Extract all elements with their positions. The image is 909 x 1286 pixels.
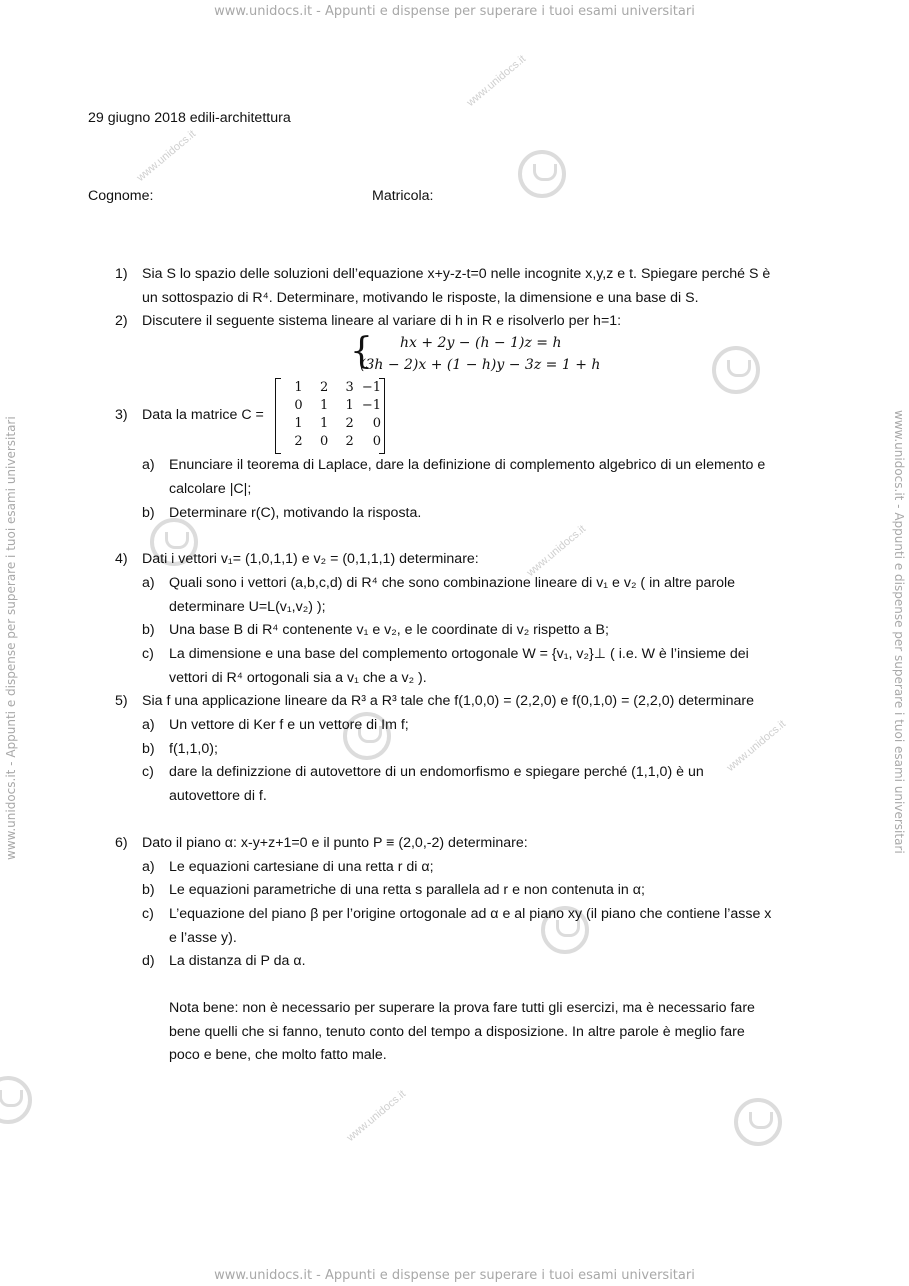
question-5c-text: dare la definizzione di autovettore di un endomorfismo e spiegare perché (1,1,0) è un bbox=[169, 764, 704, 780]
question-6c-text: e l’asse y). bbox=[169, 930, 237, 946]
question-5-text: Sia f una applicazione lineare da R³ a R³ tale che f(1,0,0) = (2,2,0) e f(0,1,0) = (2,2,0) determinare bbox=[142, 693, 754, 709]
student-id-label: Matricola: bbox=[372, 188, 434, 204]
system-equation: hx + 2y − (h − 1)z = h bbox=[400, 335, 562, 351]
exam-date-line: 29 giugno 2018 edili-architettura bbox=[88, 110, 291, 126]
question-6b-text: Le equazioni parametriche di una retta s parallela ad r e non contenuta in α; bbox=[169, 882, 645, 898]
matrix-cell: 1 bbox=[319, 397, 329, 413]
matrix-cell: 2 bbox=[294, 433, 303, 449]
watermark-diagonal: www.unidocs.it bbox=[724, 718, 789, 774]
question-number: 6) bbox=[115, 835, 128, 851]
question-number: 2) bbox=[115, 313, 128, 329]
watermark-bottom: www.unidocs.it - Appunti e dispense per superare i tuoi esami universitari bbox=[214, 1268, 695, 1283]
question-4c-text: vettori di R⁴ ortogonali sia a v₁ che a v₂ ). bbox=[169, 670, 427, 686]
question-5a-text: Un vettore di Ker f e un vettore di Im f; bbox=[169, 717, 409, 733]
watermark-side-right: www.unidocs.it - Appunti e dispense per superare i tuoi esami universitari bbox=[892, 410, 906, 854]
subquestion-label: a) bbox=[142, 575, 155, 591]
matrix-cell: 2 bbox=[319, 379, 329, 395]
question-3a-text: calcolare |C|; bbox=[169, 481, 252, 497]
subquestion-label: c) bbox=[142, 646, 154, 662]
matrix-cell: 2 bbox=[345, 415, 354, 431]
question-4c-text: La dimensione e una base del complemento ortogonale W = {v₁, v₂}⊥ ( i.e. W è l’insieme dei bbox=[169, 646, 749, 662]
subquestion-label: d) bbox=[142, 953, 155, 969]
subquestion-label: b) bbox=[142, 741, 155, 757]
question-1-text: Sia S lo spazio delle soluzioni dell’equazione x+y-z-t=0 nelle incognite x,y,z e t. Spiegare perché S è bbox=[142, 266, 771, 282]
watermark-side-left: www.unidocs.it - Appunti e dispense per superare i tuoi esami universitari bbox=[4, 416, 18, 860]
watermark-diagonal: www.unidocs.it bbox=[134, 128, 199, 184]
question-4b-text: Una base B di R⁴ contenente v₁ e v₂, e le coordinate di v₂ rispetto a B; bbox=[169, 622, 609, 638]
subquestion-label: c) bbox=[142, 764, 154, 780]
watermark-diagonal: www.unidocs.it bbox=[464, 53, 529, 109]
question-5c-text: autovettore di f. bbox=[169, 788, 267, 804]
question-number: 5) bbox=[115, 693, 128, 709]
question-2-text: Discutere il seguente sistema lineare al variare di h in R e risolverlo per h=1: bbox=[142, 313, 622, 329]
subquestion-label: b) bbox=[142, 622, 155, 638]
question-number: 1) bbox=[115, 266, 128, 282]
unidocs-logo-icon bbox=[734, 1098, 782, 1146]
question-4-text: Dati i vettori v₁= (1,0,1,1) e v₂ = (0,1,1,1) determinare: bbox=[142, 551, 479, 567]
matrix-cell: 1 bbox=[319, 415, 329, 431]
question-number: 3) bbox=[115, 407, 128, 423]
question-6a-text: Le equazioni cartesiane di una retta r di α; bbox=[169, 859, 434, 875]
unidocs-logo-icon bbox=[712, 346, 760, 394]
subquestion-label: b) bbox=[142, 882, 155, 898]
matrix-cell: 0 bbox=[319, 433, 329, 449]
subquestion-label: c) bbox=[142, 906, 154, 922]
question-4a-text: Quali sono i vettori (a,b,c,d) di R⁴ che sono combinazione lineare di v₁ e v₂ ( in altre parole bbox=[169, 575, 736, 591]
matrix-cell: 0 bbox=[294, 397, 303, 413]
matrix-c bbox=[275, 378, 385, 453]
question-3-text: Data la matrice C = bbox=[142, 407, 264, 423]
note-text: poco e bene, che molto fatto male. bbox=[169, 1047, 387, 1063]
question-number: 4) bbox=[115, 551, 128, 567]
system-brace: { bbox=[350, 331, 373, 372]
question-3b-text: Determinare r(C), motivando la risposta. bbox=[169, 505, 422, 521]
matrix-cell: 1 bbox=[345, 397, 354, 413]
subquestion-label: a) bbox=[142, 717, 155, 733]
question-1-text: un sottospazio di R⁴. Determinare, motivando le risposte, la dimensione e una base di S. bbox=[142, 290, 699, 306]
watermark-diagonal: www.unidocs.it bbox=[524, 523, 589, 579]
matrix-cell: 0 bbox=[372, 415, 381, 431]
matrix-cell: −1 bbox=[361, 379, 381, 395]
question-4a-text: determinare U=L(v₁,v₂) ); bbox=[169, 599, 326, 615]
matrix-cell: 0 bbox=[372, 433, 381, 449]
question-6d-text: La distanza di P da α. bbox=[169, 953, 306, 969]
matrix-cell: 1 bbox=[294, 379, 303, 395]
subquestion-label: a) bbox=[142, 457, 155, 473]
unidocs-logo-icon bbox=[518, 150, 566, 198]
matrix-cell: 1 bbox=[294, 415, 303, 431]
matrix-bracket-right bbox=[379, 378, 385, 454]
matrix-cell: 2 bbox=[345, 433, 354, 449]
unidocs-logo-icon bbox=[0, 1076, 32, 1124]
matrix-cell: −1 bbox=[361, 397, 381, 413]
watermark-diagonal: www.unidocs.it bbox=[344, 1088, 409, 1144]
question-5b-text: f(1,1,0); bbox=[169, 741, 218, 757]
matrix-table bbox=[281, 378, 385, 450]
question-6-text: Dato il piano α: x-y+z+1=0 e il punto P ≡ (2,0,-2) determinare: bbox=[142, 835, 528, 851]
surname-label: Cognome: bbox=[88, 188, 154, 204]
question-3a-text: Enunciare il teorema di Laplace, dare la definizione di complemento algebrico di un elemento e bbox=[169, 457, 766, 473]
watermark-top: www.unidocs.it - Appunti e dispense per superare i tuoi esami universitari bbox=[214, 4, 695, 19]
subquestion-label: a) bbox=[142, 859, 155, 875]
matrix-cell: 3 bbox=[345, 379, 354, 395]
question-6c-text: L’equazione del piano β per l’origine ortogonale ad α e al piano xy (il piano che contiene l’asse x bbox=[169, 906, 772, 922]
note-text: bene quelli che si fanno, tenuto conto del tempo a disposizione. In altre parole è meglio fare bbox=[169, 1024, 745, 1040]
system-equation: (3h − 2)x + (1 − h)y − 3z = 1 + h bbox=[360, 357, 601, 373]
subquestion-label: b) bbox=[142, 505, 155, 521]
note-text: Nota bene: non è necessario per superare la prova fare tutti gli esercizi, ma è necessario fare bbox=[169, 1000, 755, 1016]
